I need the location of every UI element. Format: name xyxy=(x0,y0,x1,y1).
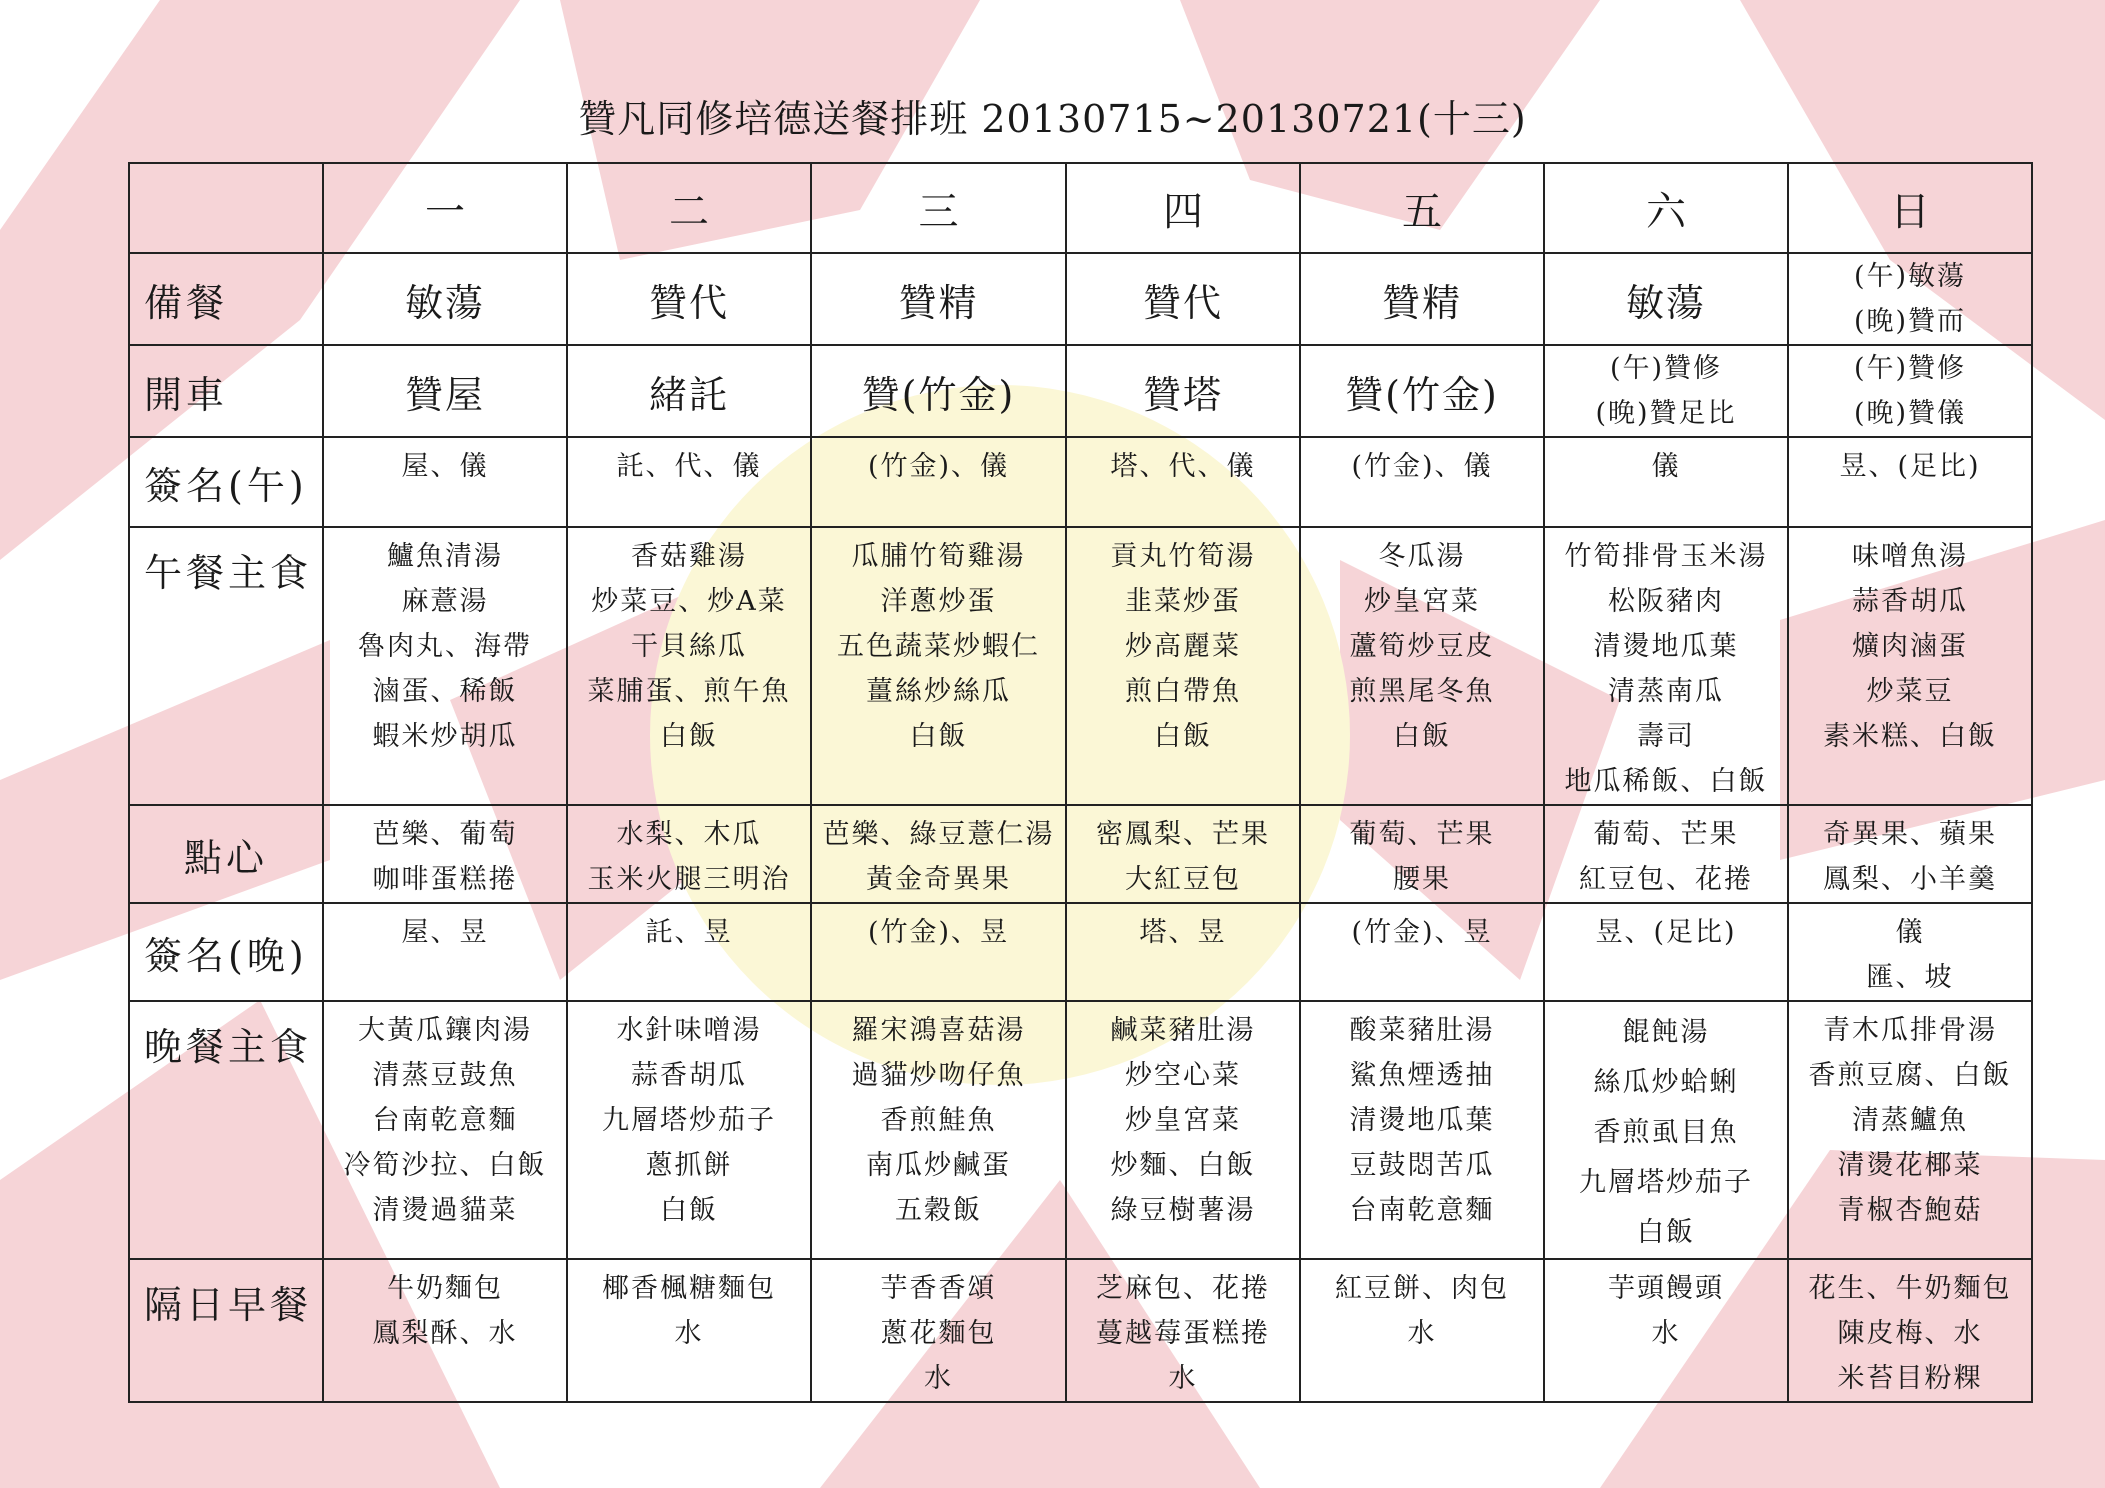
cell-line: 芭樂、葡萄 xyxy=(372,819,518,850)
cell-line: 水 xyxy=(674,1318,704,1349)
cell-line: 清蒸鱸魚 xyxy=(1852,1105,1968,1136)
cell-line: 五色蔬菜炒蝦仁 xyxy=(837,631,1040,662)
cell-line: 冷筍沙拉、白飯 xyxy=(343,1150,547,1181)
cell-line: 紅豆包、花捲 xyxy=(1579,864,1753,895)
cell-line: 椰香楓糖麵包 xyxy=(602,1273,776,1304)
cell-line: 腰果 xyxy=(1393,864,1451,895)
cell-line: 鳳梨、小羊羹 xyxy=(1823,864,1997,895)
cell-line: 素米糕、白飯 xyxy=(1823,721,1997,752)
cell-line: 鯊魚煙透抽 xyxy=(1349,1060,1495,1091)
cell-line: 豆鼓悶苦瓜 xyxy=(1349,1150,1495,1181)
schedule-cell xyxy=(1544,345,1788,437)
schedule-cell xyxy=(1788,437,2032,527)
schedule-cell xyxy=(323,1001,567,1259)
cell-line: 託、代、儀 xyxy=(616,451,762,482)
cell-line: 白飯 xyxy=(909,721,968,752)
cell-line: 綠豆樹薯湯 xyxy=(1110,1195,1256,1226)
row-label: 午餐主食 xyxy=(129,527,323,805)
cell-line: 炒麵、白飯 xyxy=(1110,1150,1256,1181)
cell-line: 炒菜豆 xyxy=(1866,676,1954,707)
cell-line: (竹金)、昱 xyxy=(1351,917,1493,948)
cell-line: 南瓜炒鹹蛋 xyxy=(866,1150,1011,1181)
cell-line: 託、昱 xyxy=(645,917,733,948)
cell-line: 清燙過貓菜 xyxy=(372,1195,518,1226)
schedule-cell xyxy=(1544,903,1788,1001)
schedule-cell xyxy=(811,253,1066,345)
cell-line: 青木瓜排骨湯 xyxy=(1823,1015,1997,1046)
cell-line: 煎白帶魚 xyxy=(1125,676,1241,707)
cell-line: 煎黑尾冬魚 xyxy=(1349,676,1495,707)
schedule-cell xyxy=(1788,805,2032,903)
cell-line: (午)贊修 xyxy=(1853,353,1967,384)
schedule-cell xyxy=(323,527,567,805)
cell-line: 贊精 xyxy=(898,280,979,325)
cell-line: 壽司 xyxy=(1637,721,1695,752)
schedule-cell xyxy=(1066,903,1300,1001)
cell-line: 塔、代、儀 xyxy=(1110,451,1256,482)
cell-line: 奇異果、蘋果 xyxy=(1823,819,1997,850)
cell-line: 白飯 xyxy=(1154,721,1212,752)
schedule-cell xyxy=(1544,527,1788,805)
schedule-cell xyxy=(1300,805,1544,903)
schedule-cell xyxy=(1788,1001,2032,1259)
schedule-cell xyxy=(567,527,811,805)
cell-line: 菜脯蛋、煎午魚 xyxy=(587,676,791,707)
cell-line: 清蒸南瓜 xyxy=(1608,676,1724,707)
schedule-cell xyxy=(1066,253,1300,345)
day-header: 二 xyxy=(567,163,811,253)
schedule-cell xyxy=(567,253,811,345)
cell-line: 香煎虱目魚 xyxy=(1593,1117,1739,1148)
cell-line: 餛飩湯 xyxy=(1622,1017,1710,1048)
cell-line: 鱸魚清湯 xyxy=(387,541,503,572)
cell-line: 蘆筍炒豆皮 xyxy=(1349,631,1495,662)
day-header: 三 xyxy=(811,163,1066,253)
cell-line: 炒菜豆、炒A菜 xyxy=(591,586,787,617)
schedule-cell xyxy=(1066,527,1300,805)
schedule-cell xyxy=(567,437,811,527)
row-driver xyxy=(129,345,2032,437)
schedule-cell xyxy=(1544,1001,1788,1259)
cell-line: 蒜香胡瓜 xyxy=(631,1060,747,1091)
cell-line: 贊塔 xyxy=(1142,372,1223,417)
cell-line: 滷蛋、稀飯 xyxy=(372,676,518,707)
cell-line: 蒜香胡瓜 xyxy=(1852,586,1968,617)
schedule-cell xyxy=(1544,805,1788,903)
row-dinner xyxy=(129,1001,2032,1259)
row-prep xyxy=(129,253,2032,345)
schedule-cell xyxy=(1066,345,1300,437)
cell-line: 水針味噌湯 xyxy=(616,1015,762,1046)
cell-line: 贊代 xyxy=(648,280,729,325)
cell-line: 台南乾意麵 xyxy=(372,1105,518,1136)
cell-line: 匯、坡 xyxy=(1866,962,1954,993)
cell-line: 麻薏湯 xyxy=(401,586,489,617)
row-snack xyxy=(129,805,2032,903)
cell-line: 水 xyxy=(1651,1318,1681,1349)
schedule-cell xyxy=(323,253,567,345)
cell-line: 炒皇宮菜 xyxy=(1125,1105,1241,1136)
header-row xyxy=(129,163,2032,253)
cell-line: 羅宋鴻喜菇湯 xyxy=(851,1015,1026,1046)
cell-line: 贊屋 xyxy=(404,372,485,417)
cell-line: 炒空心菜 xyxy=(1125,1060,1241,1091)
cell-line: 瓜脯竹筍雞湯 xyxy=(851,541,1026,572)
cell-line: 蝦米炒胡瓜 xyxy=(372,721,518,752)
cell-line: 水 xyxy=(1168,1363,1198,1394)
schedule-cell xyxy=(1066,805,1300,903)
cell-line: 香煎豆腐、白飯 xyxy=(1808,1060,2012,1091)
schedule-cell xyxy=(811,903,1066,1001)
day-header: 一 xyxy=(323,163,567,253)
cell-line: 贊(竹金) xyxy=(861,372,1016,417)
schedule-cell xyxy=(811,1259,1066,1402)
cell-line: 薑絲炒絲瓜 xyxy=(866,676,1011,707)
cell-line: 芝麻包、花捲 xyxy=(1096,1273,1270,1304)
row-label: 備餐 xyxy=(129,253,323,345)
cell-line: 貢丸竹筍湯 xyxy=(1110,541,1256,572)
cell-line: 爌肉滷蛋 xyxy=(1852,631,1968,662)
cell-line: 酸菜豬肚湯 xyxy=(1349,1015,1495,1046)
cell-line: 敏蕩 xyxy=(404,280,485,325)
day-header: 日 xyxy=(1788,163,2032,253)
schedule-cell xyxy=(1300,1259,1544,1402)
cell-line: 冬瓜湯 xyxy=(1378,541,1466,572)
row-lunch xyxy=(129,527,2032,805)
row-label: 簽名(晚) xyxy=(129,903,323,1001)
day-header: 四 xyxy=(1066,163,1300,253)
cell-line: 牛奶麵包 xyxy=(387,1273,503,1304)
cell-line: (竹金)、儀 xyxy=(1351,451,1493,482)
cell-line: 白飯 xyxy=(660,1195,718,1226)
cell-line: 炒皇宮菜 xyxy=(1364,586,1480,617)
cell-line: 香菇雞湯 xyxy=(631,541,747,572)
cell-line: 陳皮梅、水 xyxy=(1837,1318,1983,1349)
cell-line: 清燙花椰菜 xyxy=(1837,1150,1983,1181)
cell-line: 贊代 xyxy=(1142,280,1223,325)
schedule-cell xyxy=(323,437,567,527)
schedule-cell xyxy=(1066,437,1300,527)
day-header: 六 xyxy=(1544,163,1788,253)
row-breakfast xyxy=(129,1259,2032,1402)
cell-line: 水梨、木瓜 xyxy=(616,819,762,850)
schedule-cell xyxy=(1300,437,1544,527)
cell-line: 絲瓜炒蛤蜊 xyxy=(1593,1067,1739,1098)
cell-line: 塔、昱 xyxy=(1139,917,1227,948)
cell-line: 密鳳梨、芒果 xyxy=(1096,819,1270,850)
cell-line: 玉米火腿三明治 xyxy=(587,864,791,895)
schedule-cell xyxy=(1066,1001,1300,1259)
cell-line: 敏蕩 xyxy=(1625,280,1706,325)
cell-line: 芋頭饅頭 xyxy=(1608,1273,1724,1304)
cell-line: 蔓越莓蛋糕捲 xyxy=(1096,1318,1270,1349)
cell-line: 青椒杏鮑菇 xyxy=(1837,1195,1983,1226)
cell-line: 過貓炒吻仔魚 xyxy=(851,1060,1026,1091)
cell-line: (午)敏蕩 xyxy=(1853,261,1967,292)
cell-line: 屋、昱 xyxy=(401,917,489,948)
cell-line: 昱、(足比) xyxy=(1595,917,1737,948)
schedule-cell xyxy=(811,805,1066,903)
cell-line: 紅豆餅、肉包 xyxy=(1335,1273,1509,1304)
schedule-cell xyxy=(567,1001,811,1259)
schedule-cell xyxy=(811,437,1066,527)
schedule-cell xyxy=(1300,527,1544,805)
cell-line: (竹金)、昱 xyxy=(867,917,1010,948)
cell-line: 儀 xyxy=(1895,917,1925,948)
schedule-cell xyxy=(1788,903,2032,1001)
cell-line: 水 xyxy=(924,1363,953,1394)
row-label: 晚餐主食 xyxy=(129,1001,323,1259)
cell-line: 竹筍排骨玉米湯 xyxy=(1564,541,1768,572)
cell-line: 清燙地瓜葉 xyxy=(1593,631,1739,662)
cell-line: 大黃瓜鑲肉湯 xyxy=(358,1015,532,1046)
cell-line: 葡萄、芒果 xyxy=(1349,819,1495,850)
cell-line: 台南乾意麵 xyxy=(1349,1195,1495,1226)
cell-line: 九層塔炒茄子 xyxy=(1579,1167,1753,1198)
cell-line: 葡萄、芒果 xyxy=(1593,819,1739,850)
schedule-cell xyxy=(323,345,567,437)
schedule-cell xyxy=(1300,345,1544,437)
row-sign-lunch xyxy=(129,437,2032,527)
schedule-cell xyxy=(567,345,811,437)
cell-line: 儀 xyxy=(1651,451,1681,482)
cell-line: (竹金)、儀 xyxy=(867,451,1010,482)
cell-line: 白飯 xyxy=(1637,1217,1695,1248)
cell-line: 魯肉丸、海帶 xyxy=(358,631,532,662)
schedule-cell xyxy=(1788,527,2032,805)
schedule-cell xyxy=(1300,903,1544,1001)
row-label: 簽名(午) xyxy=(129,437,323,527)
schedule-cell xyxy=(567,805,811,903)
schedule-cell xyxy=(567,903,811,1001)
cell-line: 九層塔炒茄子 xyxy=(602,1105,776,1136)
row-label: 隔日早餐 xyxy=(129,1259,323,1402)
cell-line: 白飯 xyxy=(660,721,718,752)
schedule-cell xyxy=(811,345,1066,437)
schedule-cell xyxy=(1544,253,1788,345)
schedule-cell xyxy=(567,1259,811,1402)
cell-line: 鹹菜豬肚湯 xyxy=(1110,1015,1256,1046)
meal-schedule-table xyxy=(128,162,2033,1403)
schedule-cell xyxy=(1300,1001,1544,1259)
cell-line: 清燙地瓜葉 xyxy=(1349,1105,1495,1136)
cell-line: 洋蔥炒蛋 xyxy=(880,586,997,617)
cell-line: 昱、(足比) xyxy=(1839,451,1981,482)
cell-line: 芋香香頌 xyxy=(880,1273,997,1304)
cell-line: 蔥花麵包 xyxy=(880,1318,997,1349)
cell-line: 炒高麗菜 xyxy=(1125,631,1241,662)
cell-line: 芭樂、綠豆薏仁湯 xyxy=(822,819,1055,850)
cell-line: 屋、儀 xyxy=(401,451,489,482)
schedule-cell xyxy=(1300,253,1544,345)
cell-line: 地瓜稀飯、白飯 xyxy=(1564,766,1768,797)
row-label: 開車 xyxy=(129,345,323,437)
cell-line: (晚)贊儀 xyxy=(1853,398,1967,429)
schedule-cell xyxy=(1788,253,2032,345)
day-header: 五 xyxy=(1300,163,1544,253)
schedule-cell xyxy=(811,1001,1066,1259)
schedule-cell xyxy=(1788,1259,2032,1402)
cell-line: 緒託 xyxy=(648,372,729,417)
cell-line: (晚)贊足比 xyxy=(1595,398,1737,429)
cell-line: 贊(竹金) xyxy=(1345,372,1499,417)
cell-line: 味噌魚湯 xyxy=(1852,541,1968,572)
cell-line: 黃金奇異果 xyxy=(866,864,1011,895)
schedule-cell xyxy=(323,903,567,1001)
schedule-cell xyxy=(323,805,567,903)
page-title: 贊凡同修培德送餐排班 20130715~20130721(十三) xyxy=(578,97,1527,141)
row-sign-dinner xyxy=(129,903,2032,1001)
cell-line: 白飯 xyxy=(1393,721,1451,752)
cell-line: (晚)贊而 xyxy=(1853,306,1967,337)
row-label: 點心 xyxy=(129,805,323,903)
cell-line: 米苔目粉粿 xyxy=(1837,1363,1983,1394)
schedule-cell xyxy=(323,1259,567,1402)
schedule-cell xyxy=(1544,437,1788,527)
cell-line: 香煎鮭魚 xyxy=(880,1105,997,1136)
schedule-cell xyxy=(811,527,1066,805)
cell-line: 干貝絲瓜 xyxy=(631,631,747,662)
schedule-cell xyxy=(1788,345,2032,437)
cell-line: (午)贊修 xyxy=(1609,353,1723,384)
cell-line: 松阪豬肉 xyxy=(1608,586,1724,617)
corner-cell xyxy=(129,163,323,253)
schedule-cell xyxy=(1544,1259,1788,1402)
cell-line: 水 xyxy=(1407,1318,1437,1349)
cell-line: 鳳梨酥、水 xyxy=(372,1318,518,1349)
cell-line: 蔥抓餅 xyxy=(645,1150,733,1181)
cell-line: 五穀飯 xyxy=(895,1195,982,1226)
cell-line: 花生、牛奶麵包 xyxy=(1808,1273,2012,1304)
cell-line: 咖啡蛋糕捲 xyxy=(372,864,518,895)
cell-line: 大紅豆包 xyxy=(1125,864,1241,895)
schedule-cell xyxy=(1066,1259,1300,1402)
cell-line: 贊精 xyxy=(1381,280,1462,325)
cell-line: 清蒸豆鼓魚 xyxy=(372,1060,518,1091)
cell-line: 韭菜炒蛋 xyxy=(1125,586,1241,617)
